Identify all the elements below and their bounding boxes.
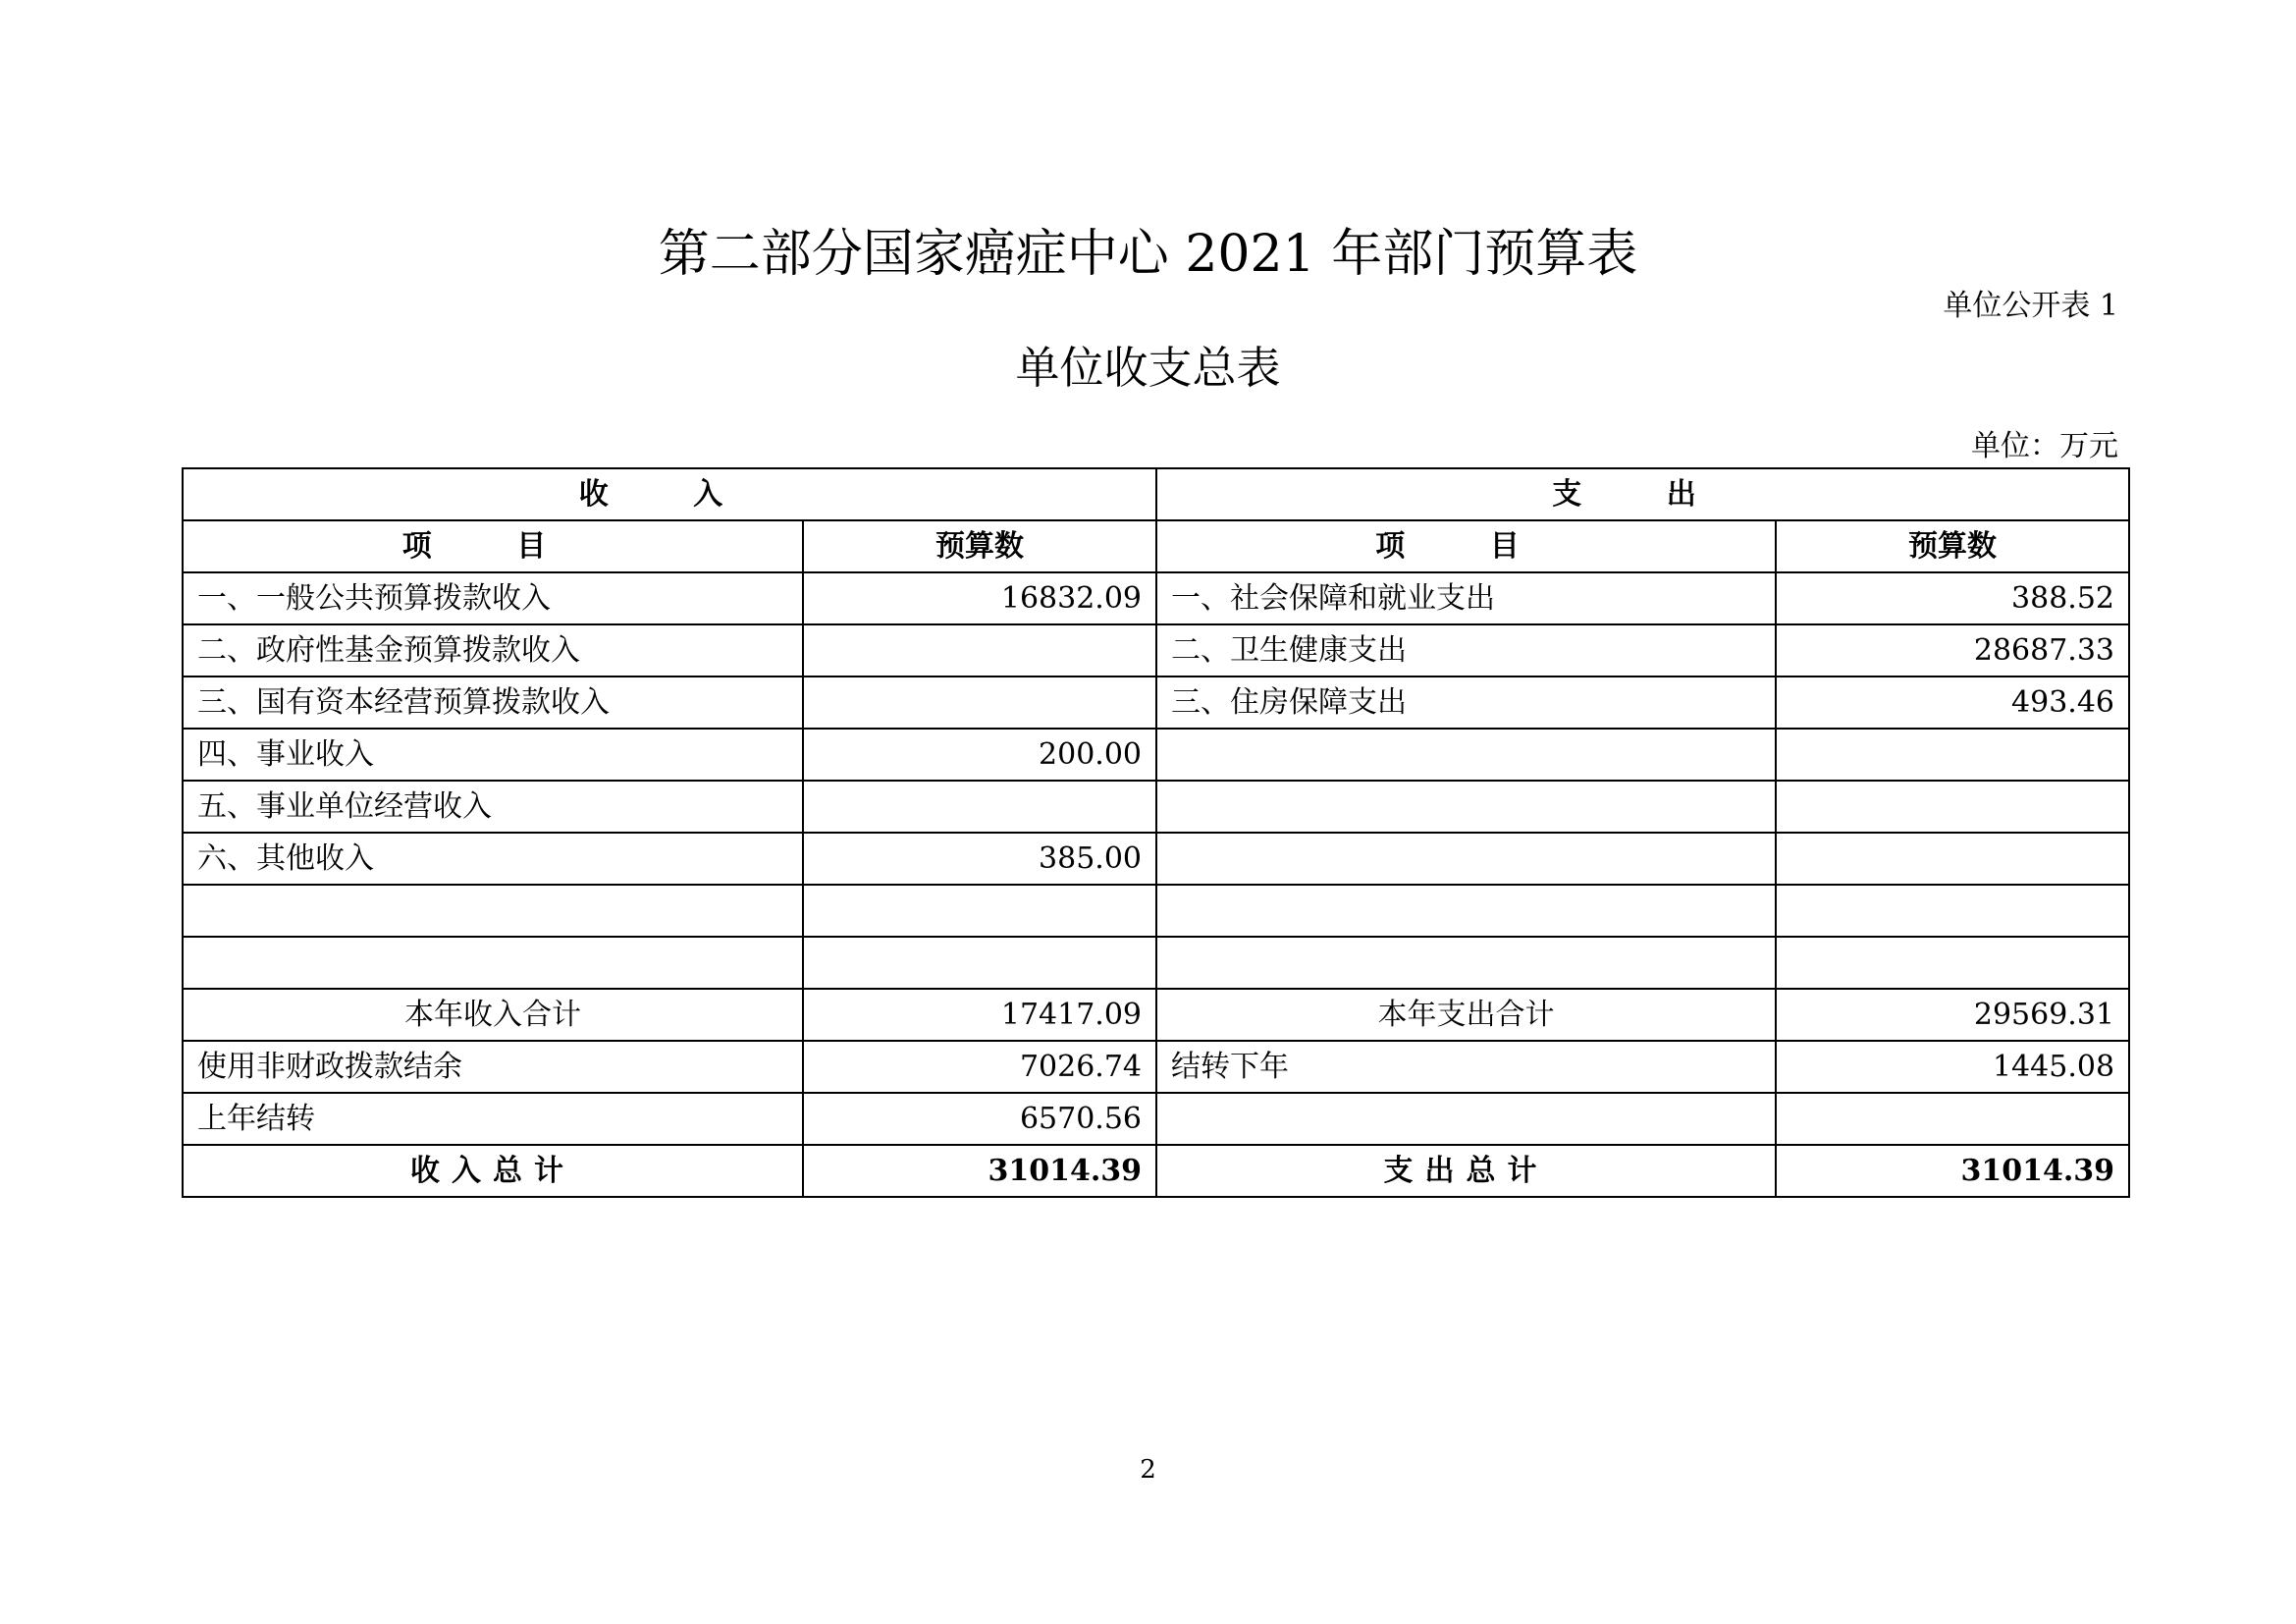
income-total-amount: 31014.39 bbox=[803, 1145, 1156, 1197]
income-item: 四、事业收入 bbox=[183, 729, 803, 781]
table-subtitle: 单位收支总表 bbox=[1015, 342, 1281, 394]
table-row bbox=[183, 1093, 2129, 1145]
expense-amount: 388.52 bbox=[1776, 572, 2129, 624]
income-amount bbox=[803, 677, 1156, 729]
column-header-row bbox=[183, 520, 2129, 572]
section-header-row bbox=[183, 468, 2129, 520]
expense-amount bbox=[1776, 1093, 2129, 1145]
income-amount bbox=[803, 885, 1156, 937]
income-item: 一、一般公共预算拨款收入 bbox=[183, 572, 803, 624]
expense-item bbox=[1156, 729, 1776, 781]
budget-summary-table bbox=[182, 467, 2130, 1198]
unit-label: 单位：万元 bbox=[1971, 429, 2118, 463]
table-row bbox=[183, 937, 2129, 989]
expense-item: 结转下年 bbox=[1156, 1041, 1776, 1093]
income-amount bbox=[803, 937, 1156, 989]
expense-subtotal-label: 本年支出合计 bbox=[1156, 989, 1776, 1041]
income-subtotal-label: 本年收入合计 bbox=[183, 989, 803, 1041]
form-id-label: 单位公开表 1 bbox=[1943, 289, 2118, 323]
income-item: 六、其他收入 bbox=[183, 833, 803, 885]
total-row bbox=[183, 1145, 2129, 1197]
expense-item bbox=[1156, 937, 1776, 989]
expense-item: 三、住房保障支出 bbox=[1156, 677, 1776, 729]
table-row bbox=[183, 885, 2129, 937]
page-number: 2 bbox=[1140, 1455, 1156, 1485]
expense-amount bbox=[1776, 833, 2129, 885]
expense-total-amount: 31014.39 bbox=[1776, 1145, 2129, 1197]
income-subtotal-amount: 17417.09 bbox=[803, 989, 1156, 1041]
income-amount bbox=[803, 781, 1156, 833]
table-row bbox=[183, 677, 2129, 729]
expense-section-header: 支 出 bbox=[1156, 468, 2129, 520]
table-row bbox=[183, 572, 2129, 624]
table-row bbox=[183, 1041, 2129, 1093]
income-section-header: 收 入 bbox=[183, 468, 1156, 520]
income-item-col-header: 项 目 bbox=[183, 520, 803, 572]
expense-amount bbox=[1776, 885, 2129, 937]
income-item: 使用非财政拨款结余 bbox=[183, 1041, 803, 1093]
subtotal-row bbox=[183, 989, 2129, 1041]
income-amount bbox=[803, 624, 1156, 677]
document-title: 第二部分国家癌症中心 2021 年部门预算表 bbox=[658, 225, 1638, 284]
expense-amount: 493.46 bbox=[1776, 677, 2129, 729]
expense-item bbox=[1156, 1093, 1776, 1145]
income-amount: 385.00 bbox=[803, 833, 1156, 885]
income-amount-col-header: 预算数 bbox=[803, 520, 1156, 572]
expense-total-label: 支出总计 bbox=[1156, 1145, 1776, 1197]
table-row bbox=[183, 729, 2129, 781]
income-amount: 200.00 bbox=[803, 729, 1156, 781]
expense-amount bbox=[1776, 729, 2129, 781]
income-amount: 6570.56 bbox=[803, 1093, 1156, 1145]
income-amount: 16832.09 bbox=[803, 572, 1156, 624]
income-item: 二、政府性基金预算拨款收入 bbox=[183, 624, 803, 677]
income-item: 三、国有资本经营预算拨款收入 bbox=[183, 677, 803, 729]
expense-item bbox=[1156, 885, 1776, 937]
expense-amount: 28687.33 bbox=[1776, 624, 2129, 677]
table-row bbox=[183, 781, 2129, 833]
income-amount: 7026.74 bbox=[803, 1041, 1156, 1093]
expense-item: 一、社会保障和就业支出 bbox=[1156, 572, 1776, 624]
table-row bbox=[183, 624, 2129, 677]
expense-item bbox=[1156, 833, 1776, 885]
income-item bbox=[183, 885, 803, 937]
expense-item: 二、卫生健康支出 bbox=[1156, 624, 1776, 677]
income-total-label: 收入总计 bbox=[183, 1145, 803, 1197]
expense-amount: 1445.08 bbox=[1776, 1041, 2129, 1093]
expense-amount bbox=[1776, 937, 2129, 989]
income-item bbox=[183, 937, 803, 989]
expense-amount bbox=[1776, 781, 2129, 833]
income-item: 五、事业单位经营收入 bbox=[183, 781, 803, 833]
expense-amount-col-header: 预算数 bbox=[1776, 520, 2129, 572]
expense-item-col-header: 项 目 bbox=[1156, 520, 1776, 572]
table-row bbox=[183, 833, 2129, 885]
income-item: 上年结转 bbox=[183, 1093, 803, 1145]
expense-item bbox=[1156, 781, 1776, 833]
expense-subtotal-amount: 29569.31 bbox=[1776, 989, 2129, 1041]
